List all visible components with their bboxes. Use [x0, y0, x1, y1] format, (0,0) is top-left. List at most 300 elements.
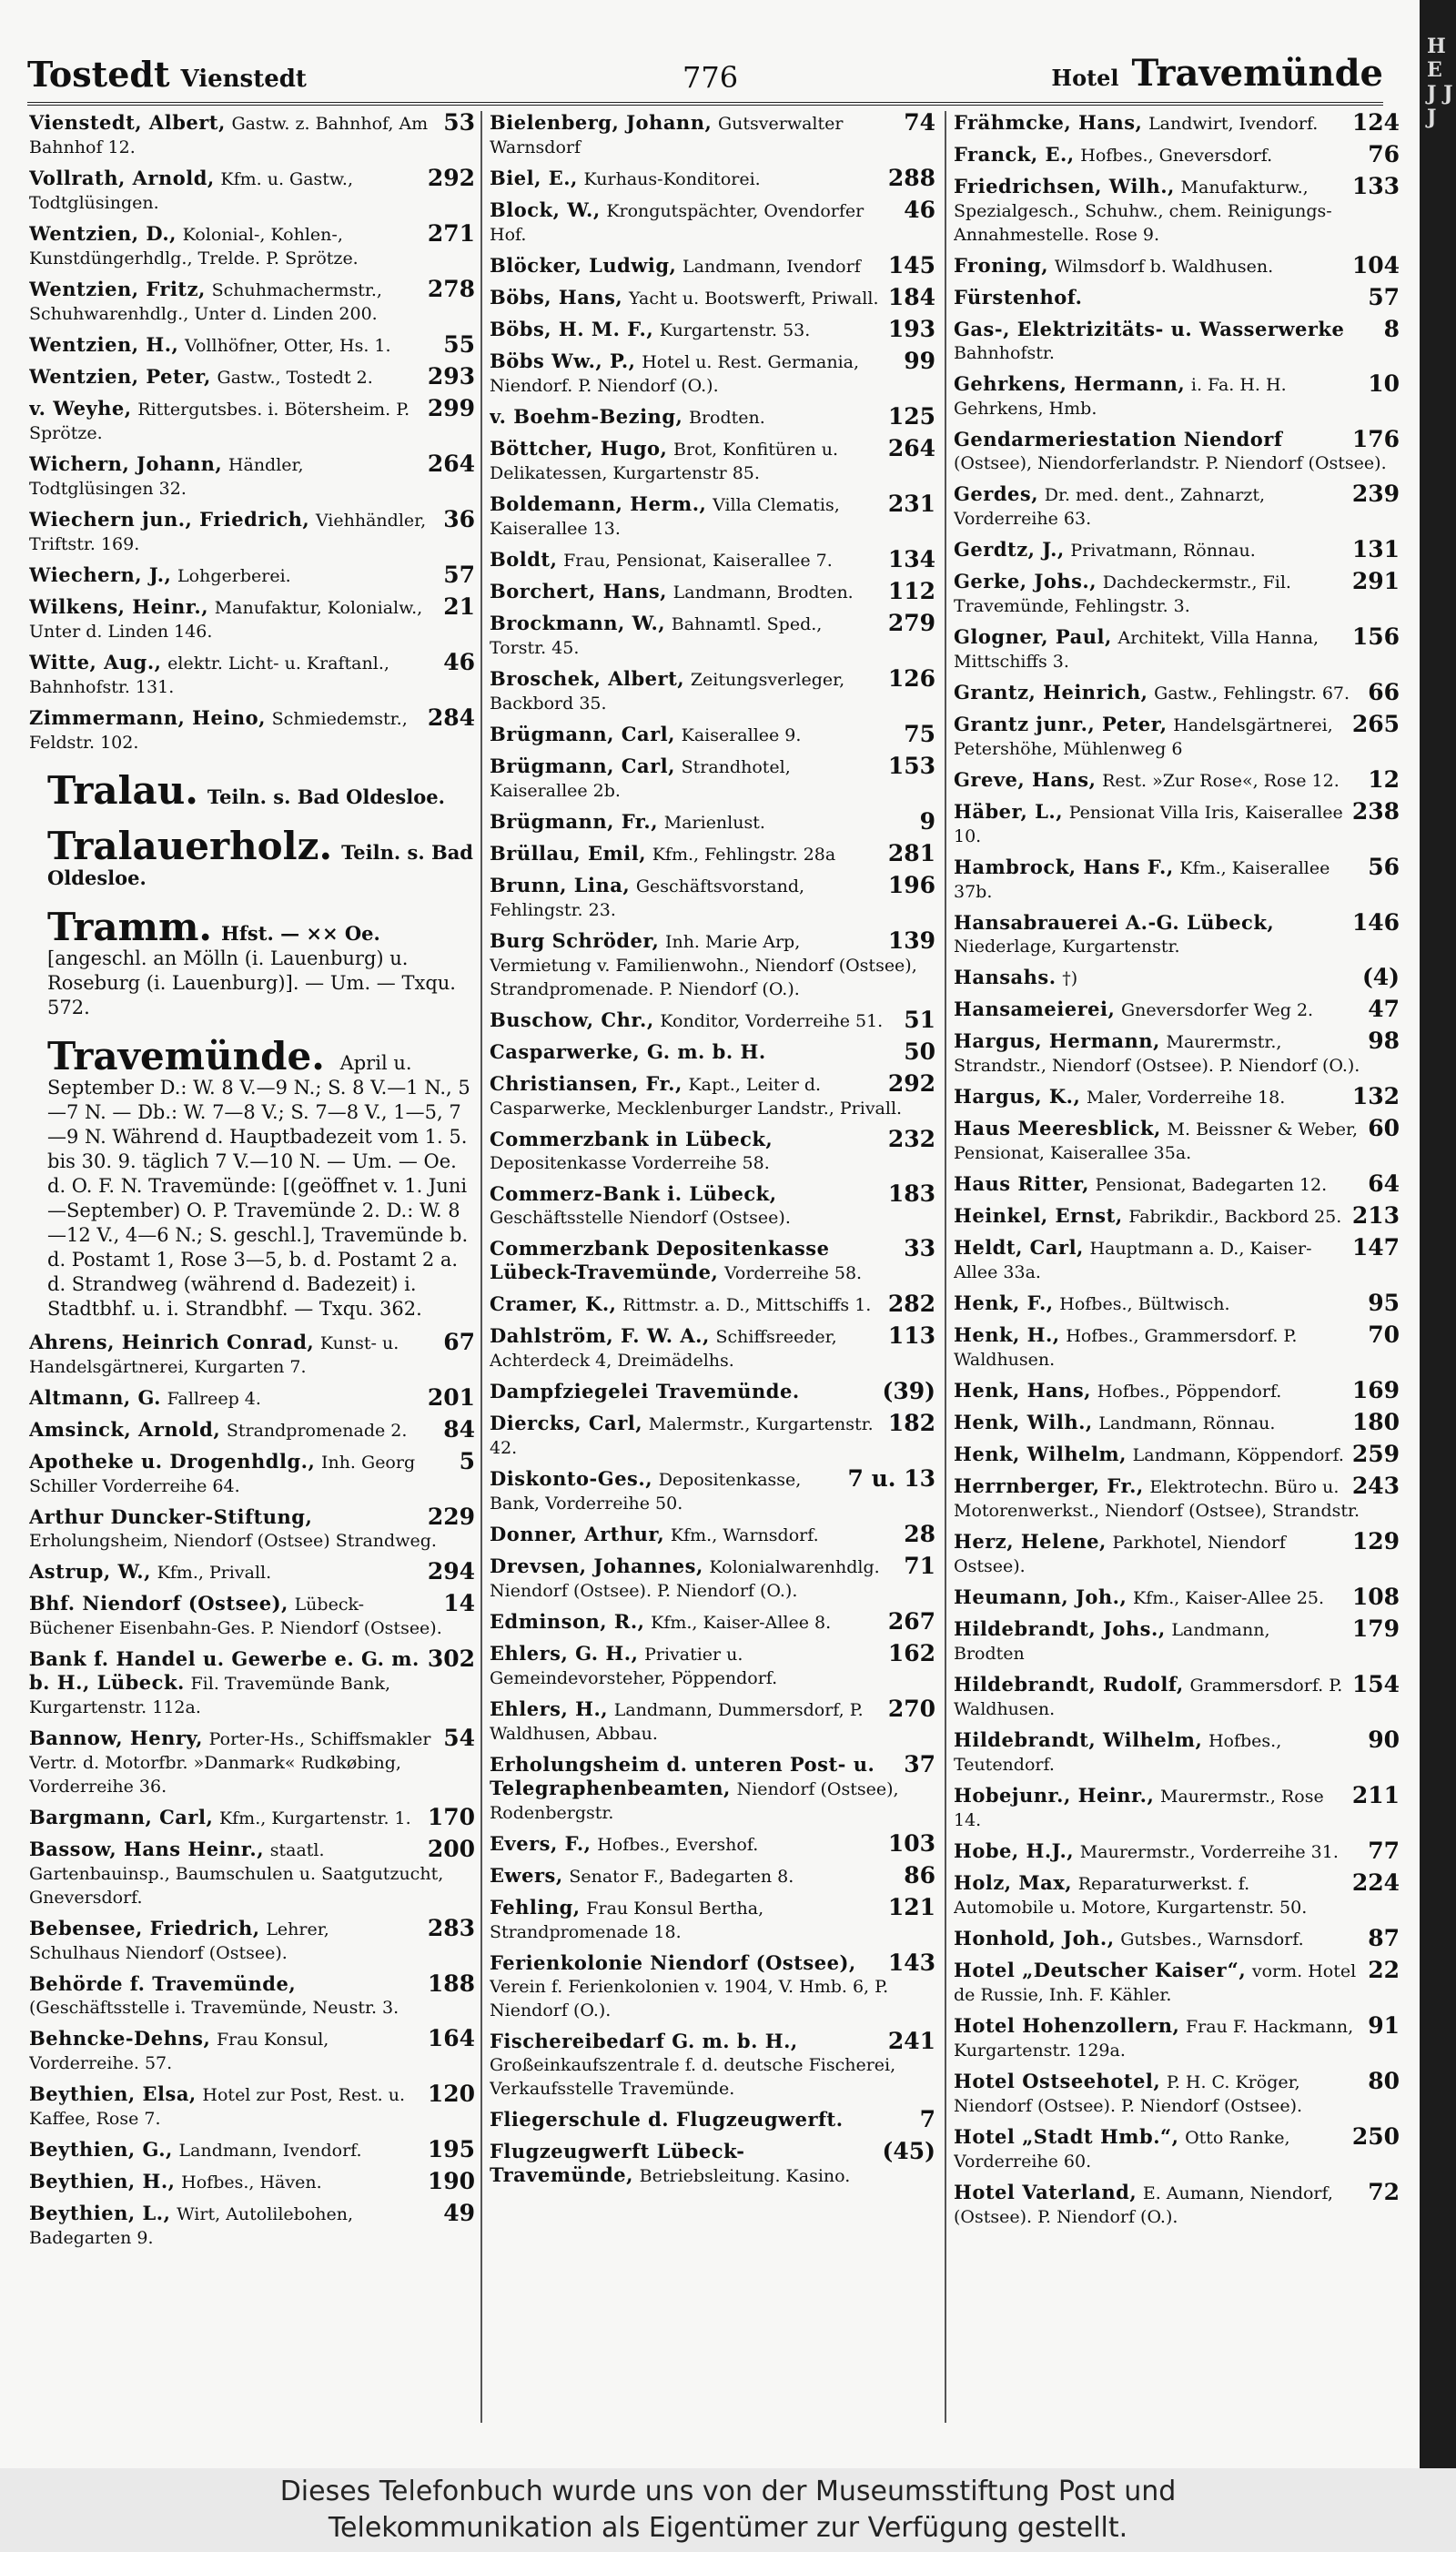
entry-details: Gutsbes., Warnsdorf.: [1120, 1929, 1304, 1949]
entry-details: Inh. Georg Schiller Vorderreihe 64.: [29, 1453, 416, 1496]
phone-number: 169: [1351, 1379, 1400, 1403]
entry-details: Rittergutsbes. i. Bötersheim. P. Sprötze.: [29, 400, 410, 443]
entry-name: Ferienkolonie Niendorf (Ostsee),: [490, 1951, 856, 1974]
phone-number: 291: [1351, 570, 1400, 594]
entry-name: Herrnberger, Fr.,: [954, 1474, 1144, 1497]
entry-details: Depositenkasse, Bank, Vorderreihe 50.: [490, 1470, 802, 1514]
phone-number: 292: [887, 1072, 935, 1097]
phone-number: 302: [427, 1647, 475, 1672]
directory-entry: [29, 278, 475, 326]
entry-details: Kfm., Privall.: [157, 1563, 272, 1583]
phone-number: 67: [443, 1331, 475, 1355]
entry-details: Hofbes., Pöppendorf.: [1097, 1382, 1282, 1402]
header-right-sub: Hotel: [1051, 65, 1119, 91]
directory-entry: [954, 428, 1400, 475]
entry-details: Maurermstr., Rose 14.: [954, 1787, 1324, 1830]
directory-entry: [954, 1530, 1400, 1578]
directory-entry: [954, 570, 1400, 618]
entry-name: Ehlers, H.,: [490, 1697, 609, 1720]
entry-details: Pensionat Villa Iris, Kaiserallee 10.: [954, 803, 1343, 846]
place-info: [angeschl. an Mölln (i. Lauenburg) u. Roseburg (i. Lauenburg)]. — Um. — Txqu. 572.: [47, 947, 456, 1018]
page-number: 776: [682, 60, 739, 95]
entry-details: Kfm., Warnsdorf.: [670, 1525, 819, 1545]
phone-number: 265: [1351, 713, 1400, 737]
phone-number: 238: [1351, 800, 1400, 825]
directory-entry: [954, 966, 1400, 990]
entry-name: Häber, L.,: [954, 800, 1064, 823]
footer-note: [0, 2468, 1456, 2552]
entry-details: Lübeck-Büchener Eisenbahn-Ges. P. Niendorf (Ostsee).: [29, 1595, 442, 1638]
directory-entry: [490, 349, 935, 398]
phone-number: 259: [1351, 1443, 1400, 1467]
directory-entry: [954, 911, 1400, 958]
footer-line-2: Telekommunikation als Eigentümer zur Verfügung gestellt.: [328, 2512, 1128, 2544]
phone-number: 126: [887, 667, 935, 692]
entry-name: Burg Schröder,: [490, 929, 660, 952]
phone-number: 57: [443, 563, 475, 588]
entry-details: Vorderreihe 58.: [723, 1263, 863, 1283]
phone-number: 120: [427, 2082, 475, 2107]
entry-name: Ahrens, Heinrich Conrad,: [29, 1331, 315, 1353]
phone-number: 232: [887, 1128, 935, 1152]
entry-details: Hofbes., Grammersdorf. P. Waldhusen.: [954, 1326, 1298, 1370]
entry-details: Landmann, Ivendorf.: [178, 2141, 362, 2161]
phone-number: 279: [887, 612, 935, 636]
phone-number: 51: [904, 1008, 935, 1033]
entry-details: Niendorf (Ostsee), Rodenbergstr.: [490, 1779, 899, 1823]
entry-details: Privatier u. Gemeindevorsteher, Pöppendorf.: [490, 1645, 778, 1688]
phone-number: 229: [427, 1505, 475, 1530]
entry-details: P. H. C. Kröger, Niendorf (Ostsee). P. Niendorf (Ostsee).: [954, 2072, 1303, 2116]
entry-name: Gerke, Johs.,: [954, 570, 1097, 592]
entry-name: Heinkel, Ernst,: [954, 1204, 1123, 1227]
entry-details: Kapt., Leiter d. Casparwerke, Mecklenburger Landstr., Privall.: [490, 1075, 903, 1119]
entry-details: Kaiserallee 9.: [681, 725, 802, 745]
directory-entry: [954, 1204, 1400, 1229]
phone-number: 37: [904, 1753, 935, 1777]
entry-details: Geschäftsvorstand, Fehlingstr. 23.: [490, 876, 805, 920]
entry-name: Blöcker, Ludwig,: [490, 254, 677, 277]
entry-name: Gehrkens, Hermann,: [954, 372, 1186, 395]
entry-name: Brügmann, Carl,: [490, 723, 675, 745]
entry-name: Wentzien, H.,: [29, 333, 179, 356]
entry-name: Gas-, Elektrizitäts- u. Wasserwerke: [954, 318, 1345, 340]
entry-details: Schmiedemstr., Feldstr. 102.: [29, 709, 408, 753]
entry-name: Brügmann, Fr.,: [490, 810, 659, 833]
entry-name: Evers, F.,: [490, 1832, 592, 1855]
directory-entry: [490, 437, 935, 485]
phone-number: 201: [427, 1386, 475, 1411]
entry-name: Commerz-Bank i. Lübeck,: [490, 1182, 777, 1205]
directory-entry: [29, 1727, 475, 1798]
phone-number: 103: [887, 1832, 935, 1857]
phone-number: 250: [1351, 2125, 1400, 2150]
entry-name: Dampfziegelei Travemünde.: [490, 1380, 800, 1403]
entry-details: Frau Konsul Bertha, Strandpromenade 18.: [490, 1899, 764, 1942]
entry-name: Amsinck, Arnold,: [29, 1418, 221, 1441]
entry-details: Hofbes., Teutendorf.: [954, 1731, 1282, 1775]
entry-name: Altmann, G.: [29, 1386, 161, 1409]
directory-entry: [954, 254, 1400, 278]
entry-name: Drevsen, Johannes,: [490, 1554, 703, 1577]
phone-number: 84: [443, 1418, 475, 1443]
entry-details: Bahnhofstr.: [954, 343, 1055, 363]
place-section-heading: [47, 1034, 475, 1322]
phone-number: 213: [1351, 1204, 1400, 1229]
entry-name: Henk, F.,: [954, 1291, 1054, 1314]
phone-number: 54: [443, 1727, 475, 1751]
entry-details: Frau, Pensionat, Kaiserallee 7.: [563, 551, 833, 571]
phone-number: 71: [904, 1554, 935, 1579]
directory-entry: [29, 1806, 475, 1830]
entry-name: v. Boehm-Bezing,: [490, 405, 683, 428]
entry-name: Hansahs.: [954, 966, 1057, 988]
entry-name: Wentzien, Fritz,: [29, 278, 206, 300]
phone-number: 211: [1351, 1784, 1400, 1808]
entry-name: Arthur Duncker-Stiftung,: [29, 1505, 313, 1528]
entry-details: Betriebsleitung. Kasino.: [639, 2166, 851, 2186]
directory-entry: [954, 856, 1400, 904]
entry-details: Geschäftsstelle Niendorf (Ostsee).: [490, 1208, 791, 1228]
directory-entry: [490, 929, 935, 1001]
directory-entry: [29, 1560, 475, 1585]
entry-details: Kfm. u. Gastw., Todtglüsingen.: [29, 169, 354, 213]
entry-details: Kfm., Kaiser-Allee 25.: [1132, 1588, 1325, 1608]
phone-number: 70: [1368, 1323, 1400, 1348]
phone-number: 139: [887, 929, 935, 954]
entry-name: Fehling,: [490, 1896, 581, 1919]
entry-name: Brockmann, W.,: [490, 612, 666, 634]
phone-number: 77: [1368, 1839, 1400, 1864]
entry-details: Fil. Travemünde Bank, Kurgartenstr. 112a.: [29, 1674, 390, 1717]
entry-name: Böbs, Hans,: [490, 286, 623, 309]
directory-entry: [490, 286, 935, 310]
phone-number: 95: [1368, 1291, 1400, 1316]
entry-details: Brodten.: [689, 408, 765, 428]
entry-name: Bargmann, Carl,: [29, 1806, 214, 1828]
directory-entry: [29, 1450, 475, 1498]
entry-name: Hargus, Hermann,: [954, 1029, 1160, 1052]
place-section-heading: [47, 824, 475, 891]
entry-name: Böttcher, Hugo,: [490, 437, 668, 460]
entry-name: Cramer, K.,: [490, 1292, 617, 1315]
directory-entry: [954, 286, 1400, 310]
place-name: Tralau.: [47, 768, 198, 813]
directory-entry: [954, 1411, 1400, 1435]
entry-name: Diskonto-Ges.,: [490, 1467, 652, 1490]
entry-details: Kfm., Kurgartenstr. 1.: [218, 1808, 411, 1828]
phone-number: 183: [887, 1182, 935, 1207]
entry-details: Hotel zur Post, Rest. u. Kaffee, Rose 7.: [29, 2085, 406, 2129]
entry-details: Dr. med. dent., Zahnarzt, Vorderreihe 63.: [954, 485, 1266, 529]
phone-number: 113: [887, 1324, 935, 1349]
header-left-sub: Vienstedt: [180, 66, 307, 93]
phone-number: 282: [887, 1292, 935, 1317]
column-divider: [945, 111, 946, 2423]
entry-details: Gastw., Fehlingstr. 67.: [1154, 684, 1350, 704]
entry-name: Behncke-Dehns,: [29, 2027, 211, 2050]
entry-details: Verein f. Ferienkolonien v. 1904, V. Hmb. 6, P. Niendorf (O.).: [490, 1977, 889, 2020]
entry-name: Bhf. Niendorf (Ostsee),: [29, 1592, 288, 1615]
phone-number: 76: [1368, 143, 1400, 167]
entry-name: Hargus, K.,: [954, 1085, 1081, 1108]
entry-details: Landmann, Dummersdorf, P. Waldhusen, Abbau.: [490, 1700, 864, 1744]
entry-name: Honhold, Joh.,: [954, 1927, 1115, 1949]
directory-entry: [954, 372, 1400, 420]
entry-details: Schiffsreeder, Achterdeck 4, Dreimädelhs.: [490, 1327, 837, 1371]
directory-entry: [29, 167, 475, 215]
entry-name: Zimmermann, Heino,: [29, 706, 266, 729]
entry-details: Gastw., Tostedt 2.: [217, 368, 373, 388]
entry-details: Reparaturwerkst. f. Automobile u. Motore, Kurgartenstr. 50.: [954, 1874, 1308, 1918]
directory-entry: [954, 1443, 1400, 1467]
entry-details: Landmann, Brodten: [954, 1620, 1270, 1664]
directory-entry: [490, 1951, 935, 2022]
entry-name: Beythien, G.,: [29, 2138, 173, 2161]
phone-number: 134: [887, 548, 935, 572]
entry-details: Privatmann, Rönnau.: [1070, 541, 1256, 561]
entry-name: Wichern, Johann,: [29, 452, 223, 475]
entry-details: Elektrotechn. Büro u. Motorenwerkst., Niendorf (Ostsee), Strandstr.: [954, 1477, 1360, 1521]
entry-details: Otto Ranke, Vorderreihe 60.: [954, 2128, 1290, 2172]
entry-details: Rest. »Zur Rose«, Rose 12.: [1102, 771, 1340, 791]
phone-number: 299: [427, 397, 475, 421]
entry-details: elektr. Licht- u. Kraftanl., Bahnhofstr. 131.: [29, 653, 389, 697]
entry-name: Donner, Arthur,: [490, 1523, 665, 1545]
directory-entry: [954, 482, 1400, 531]
directory-entry: [954, 1085, 1400, 1109]
entry-name: Wiechern, J.,: [29, 563, 172, 586]
directory-entry: [490, 874, 935, 922]
directory-entry: [954, 1323, 1400, 1372]
directory-entry: [29, 508, 475, 556]
phone-number: 47: [1368, 998, 1400, 1022]
phone-number: 53: [443, 111, 475, 136]
directory-entry: [29, 365, 475, 390]
phone-number: 22: [1368, 1959, 1400, 1983]
entry-name: Wentzien, Peter,: [29, 365, 211, 388]
phone-number: 145: [887, 254, 935, 278]
directory-entry: [954, 1474, 1400, 1523]
phone-number: 164: [427, 2027, 475, 2051]
phone-number: 292: [427, 167, 475, 191]
entry-details: Hauptmann a. D., Kaiser-Allee 33a.: [954, 1239, 1312, 1282]
directory-entry: [490, 1040, 935, 1065]
entry-details: Konditor, Vorderreihe 51.: [660, 1011, 884, 1031]
directory-entry: [954, 681, 1400, 705]
directory-entry: [954, 1959, 1400, 2007]
entry-name: Borchert, Hans,: [490, 580, 667, 603]
entry-name: Biel, E.,: [490, 167, 578, 189]
entry-name: Henk, Wilhelm,: [954, 1443, 1127, 1465]
entry-details: Zeitungsverleger, Backbord 35.: [490, 670, 845, 714]
directory-entry: [954, 1927, 1400, 1951]
directory-entry: [29, 2138, 475, 2162]
directory-entry: [954, 2070, 1400, 2118]
entry-name: Greve, Hans,: [954, 768, 1097, 791]
entry-details: Großeinkaufszentrale f. d. deutsche Fischerei, Verkaufsstelle Travemünde.: [490, 2055, 896, 2099]
directory-entry: [490, 612, 935, 660]
phone-number: 108: [1351, 1585, 1400, 1610]
entry-name: Bannow, Henry,: [29, 1727, 203, 1749]
directory-entry: [490, 1008, 935, 1033]
phone-number: 46: [904, 198, 935, 223]
entry-details: Marienlust.: [663, 813, 765, 833]
entry-details: Krongutspächter, Ovendorfer Hof.: [490, 201, 864, 245]
entry-name: Henk, H.,: [954, 1323, 1060, 1346]
entry-name: Henk, Wilh.,: [954, 1411, 1093, 1433]
phone-number: 86: [904, 1864, 935, 1889]
directory-entry: [490, 1128, 935, 1175]
entry-details: Brot, Konfitüren u. Delikatessen, Kurgartenstr 85.: [490, 440, 839, 483]
entry-details: Landmann, Brodten.: [672, 582, 854, 603]
entry-name: Franck, E.,: [954, 143, 1075, 166]
phone-number: 271: [427, 222, 475, 247]
place-section-heading: [47, 768, 475, 813]
directory-entry: [490, 167, 935, 191]
phone-number: 124: [1351, 111, 1400, 136]
header-right-place: Travemünde: [1131, 52, 1383, 95]
entry-name: Bebensee, Friedrich,: [29, 1917, 260, 1939]
phone-number: 193: [887, 318, 935, 342]
entry-details: vorm. Hotel de Russie, Inh. F. Kähler.: [954, 1961, 1357, 2005]
directory-entry: [490, 492, 935, 541]
phone-number: 176: [1351, 428, 1400, 452]
entry-details: Bahnamtl. Sped., Torstr. 45.: [490, 614, 823, 658]
directory-entry: [29, 2202, 475, 2250]
phone-number: 182: [887, 1412, 935, 1436]
entry-details: Frau Konsul, Vorderreihe. 57.: [29, 2030, 329, 2073]
phone-number: 179: [1351, 1617, 1400, 1642]
directory-entry: [954, 1029, 1400, 1078]
directory-entry: [490, 548, 935, 572]
directory-entry: [490, 1380, 935, 1404]
place-name: Travemünde.: [47, 1034, 325, 1079]
phone-number: 21: [443, 595, 475, 620]
entry-name: Edminson, R.,: [490, 1610, 645, 1633]
entry-details: †): [1062, 968, 1078, 988]
directory-entry: [954, 143, 1400, 167]
entry-details: Malermstr., Kurgartenstr. 42.: [490, 1414, 874, 1458]
phone-number: 270: [887, 1697, 935, 1722]
phone-number: (39): [882, 1380, 935, 1404]
phone-number: 56: [1368, 856, 1400, 880]
entry-details: Manufakturw., Spezialgesch., Schuhw., chem. Reinigungs-Annahmestelle. Rose 9.: [954, 177, 1332, 245]
directory-entry: [490, 1864, 935, 1889]
entry-name: Holz, Max,: [954, 1871, 1073, 1894]
entry-name: Henk, Hans,: [954, 1379, 1091, 1402]
entry-details: Hofbes., Bültwisch.: [1059, 1294, 1230, 1314]
directory-entry: [29, 1647, 475, 1719]
entry-name: Boldt,: [490, 548, 558, 571]
entry-details: Strandhotel, Kaiserallee 2b.: [490, 757, 791, 801]
phone-number: 264: [887, 437, 935, 461]
entry-name: Christiansen, Fr.,: [490, 1072, 682, 1095]
adjacent-page-edge: [1420, 0, 1456, 2468]
entry-details: E. Aumann, Niendorf, (Ostsee). P. Niendorf (O.).: [954, 2183, 1333, 2227]
entry-name: Apotheke u. Drogenhdlg.,: [29, 1450, 316, 1473]
directory-entry: [29, 397, 475, 445]
directory-entry: [490, 580, 935, 604]
directory-entry: [490, 1523, 935, 1547]
directory-entry: [29, 1972, 475, 2020]
directory-entry: [490, 1832, 935, 1857]
header-left-place: Tostedt: [27, 54, 170, 95]
directory-entry: [490, 723, 935, 747]
phone-number: 57: [1368, 286, 1400, 310]
directory-entry: [954, 111, 1400, 136]
directory-entry: [29, 706, 475, 754]
phone-number: 98: [1368, 1029, 1400, 1054]
entry-name: Vollrath, Arnold,: [29, 167, 215, 189]
column-3: [954, 111, 1400, 2441]
entry-details: Kfm., Kaiserallee 37b.: [954, 858, 1330, 902]
entry-details: Landmann, Rönnau.: [1098, 1413, 1276, 1433]
directory-entry: [490, 1753, 935, 1825]
directory-entry: [490, 405, 935, 430]
directory-entry: [29, 595, 475, 643]
directory-entry: [954, 2125, 1400, 2173]
entry-name: Hotel Hohenzollern,: [954, 2014, 1180, 2037]
entry-name: Hansabrauerei A.-G. Lübeck,: [954, 911, 1275, 934]
phone-number: 12: [1368, 768, 1400, 793]
entry-name: Brüllau, Emil,: [490, 842, 647, 865]
entry-details: M. Beissner & Weber, Pensionat, Kaiserallee 35a.: [954, 1119, 1359, 1163]
entry-name: Vienstedt, Albert,: [29, 111, 226, 134]
phone-number: 90: [1368, 1728, 1400, 1753]
phone-number: 36: [443, 508, 475, 532]
phone-number: (45): [882, 2140, 935, 2164]
directory-entry: [954, 318, 1400, 365]
directory-entry: [954, 1728, 1400, 1777]
directory-entry: [29, 222, 475, 270]
directory-entry: [954, 175, 1400, 247]
directory-entry: [29, 1331, 475, 1379]
entry-name: Beythien, L.,: [29, 2202, 171, 2224]
entry-details: Landmann, Ivendorf: [682, 257, 861, 277]
header-right: [1051, 52, 1383, 95]
entry-details: i. Fa. H. H. Gehrkens, Hmb.: [954, 375, 1287, 419]
entry-details: Inh. Marie Arp, Vermietung v. Familienwohn., Niendorf (Ostsee), Strandpromenade. P. Niendorf (O.).: [490, 932, 917, 999]
entry-name: Böbs, H. M. F.,: [490, 318, 654, 340]
directory-entry: [29, 2027, 475, 2075]
entry-name: Friedrichsen, Wilh.,: [954, 175, 1175, 197]
entry-details: Grammersdorf. P. Waldhusen.: [954, 1676, 1343, 1719]
entry-name: Haus Meeresblick,: [954, 1117, 1161, 1139]
directory-entry: [29, 651, 475, 699]
entry-name: Broschek, Albert,: [490, 667, 685, 690]
phone-number: 288: [887, 167, 935, 191]
directory-entry: [29, 1505, 475, 1553]
phone-number: 184: [887, 286, 935, 310]
directory-entry: [954, 538, 1400, 562]
entry-details: Erholungsheim, Niendorf (Ostsee) Strandweg.: [29, 1531, 437, 1551]
directory-entry: [954, 1617, 1400, 1666]
directory-entry: [29, 1418, 475, 1443]
directory-entry: [954, 1784, 1400, 1832]
phone-number: 153: [887, 754, 935, 779]
directory-entry: [490, 2140, 935, 2188]
entry-details: (Geschäftsstelle i. Travemünde, Neustr. 3.: [29, 1998, 399, 2018]
entry-name: Boldemann, Herm.,: [490, 492, 707, 515]
directory-entry: [490, 1642, 935, 1690]
entry-name: Hildebrandt, Rudolf,: [954, 1673, 1184, 1696]
phone-number: 14: [443, 1592, 475, 1616]
column-1: [29, 111, 475, 2441]
phone-number: 66: [1368, 681, 1400, 705]
entry-details: Kurhaus-Konditorei.: [583, 169, 761, 189]
place-subtitle: Hfst. — ×× Oe.: [221, 922, 380, 945]
